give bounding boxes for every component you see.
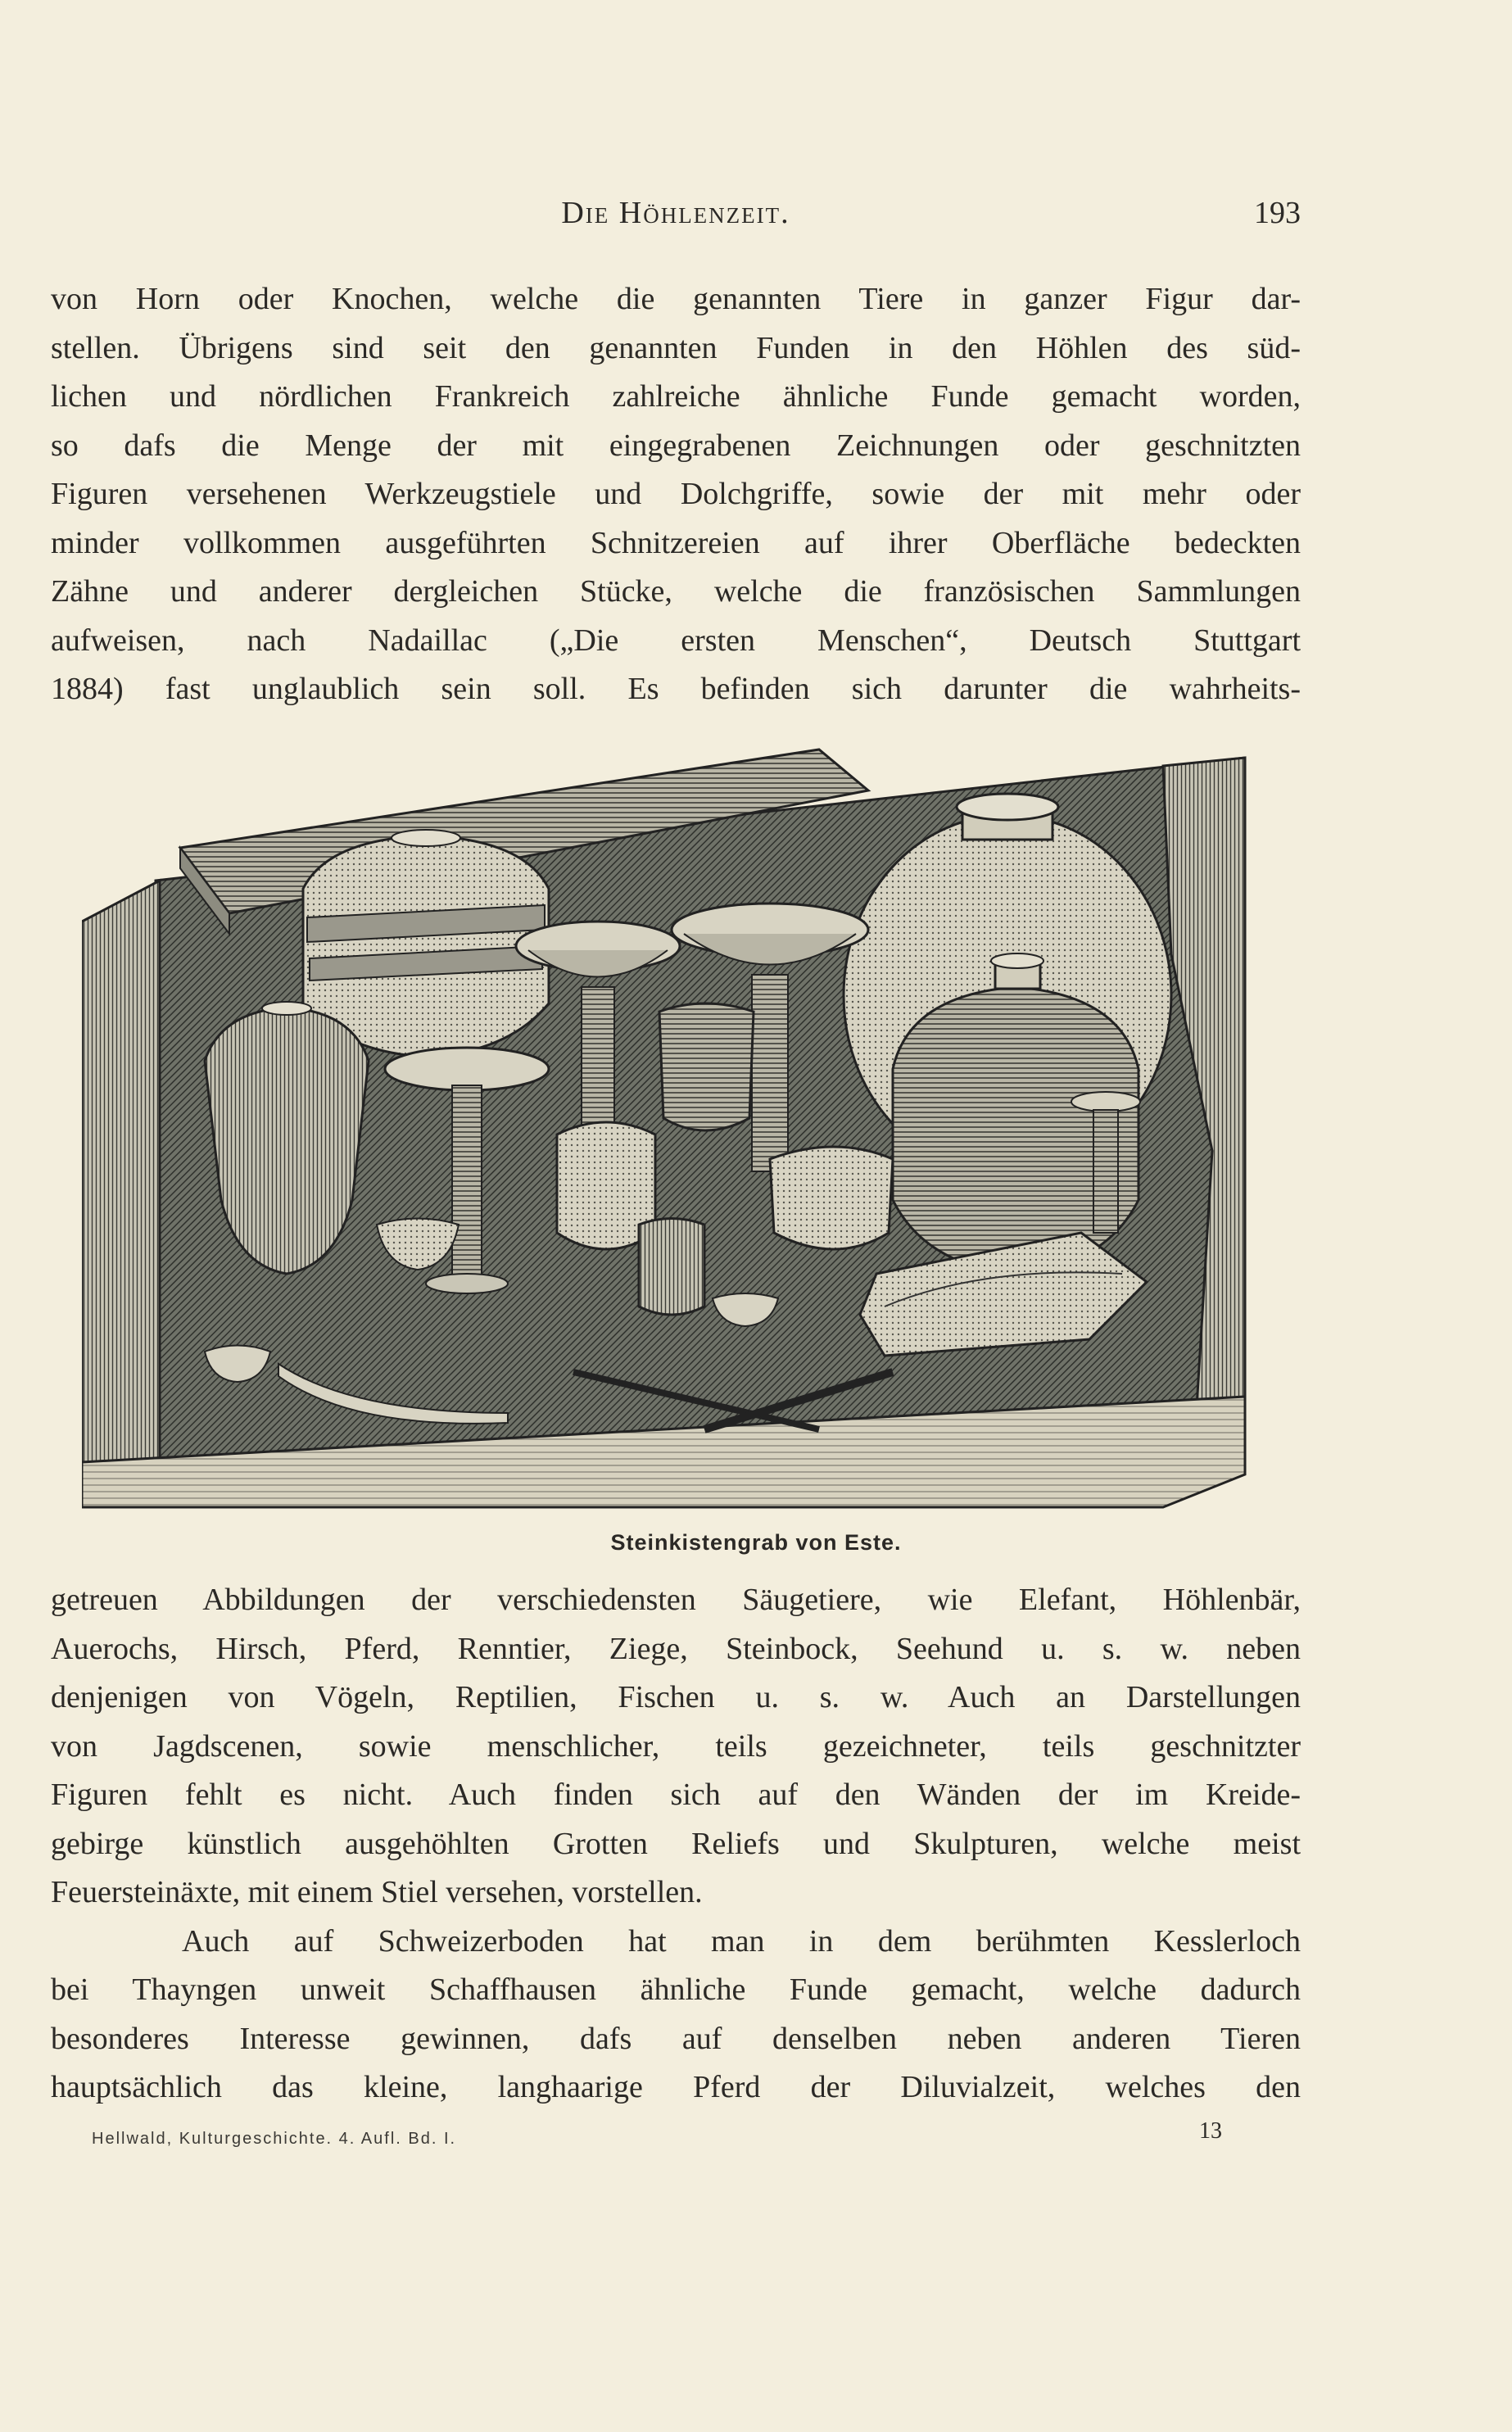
page-header (51, 195, 1301, 244)
text-line: stellen. Übrigens sind seit den genannten Funden in den Höhlen des süd- (51, 330, 1301, 365)
text-line: Feuersteinäxte, mit einem Stiel versehen, vorstellen. (51, 1875, 703, 1909)
text-line: Zähne und anderer dergleichen Stücke, welche die französischen Sammlungen (51, 574, 1301, 609)
text-line: Auch auf Schweizerboden hat man in dem berühmten Kesslerloch (182, 1923, 1301, 1959)
signature-mark: 13 (1199, 2118, 1222, 2144)
text-line: gebirge künstlich ausgehöhlten Grotten Reliefs und Skulpturen, welche meist (51, 1826, 1301, 1861)
text-line: lichen und nördlichen Frankreich zahlreiche ähnliche Funde gemacht worden, (51, 379, 1301, 414)
text-line: aufweisen, nach Nadaillac („Die ersten Menschen“, Deutsch Stuttgart (51, 623, 1301, 658)
small-pot (659, 1003, 754, 1130)
text-line: besonderes Interesse gewinnen, dafs auf denselben neben anderen Tieren (51, 2021, 1301, 2056)
text-line: Auerochs, Hirsch, Pferd, Renntier, Ziege, Steinbock, Seehund u. s. w. neben (51, 1631, 1301, 1666)
text-line: von Jagdscenen, sowie menschlicher, teils gezeichneter, teils geschnitzter (51, 1728, 1301, 1764)
text-line: hauptsächlich das kleine, langhaarige Pferd der Diluvialzeit, welches den (51, 2070, 1301, 2104)
text-line: denjenigen von Vögeln, Reptilien, Fischen u. s. w. Auch an Darstellungen (51, 1680, 1301, 1714)
page-footer (92, 2118, 1222, 2159)
text-line: minder vollkommen ausgeführten Schnitzereien auf ihrer Oberfläche bedeckten (51, 525, 1301, 560)
printer-signature: Hellwald, Kulturgeschichte. 4. Aufl. Bd. I. (92, 2130, 457, 2148)
figure-caption: Steinkistengrab von Este. (610, 1530, 902, 1555)
text-line: bei Thayngen unweit Schaffhausen ähnliche Funde gemacht, welche dadurch (51, 1972, 1301, 2007)
text-line: Figuren versehenen Werkzeugstiele und Dolchgriffe, sowie der mit mehr oder (51, 477, 1301, 511)
paragraph-top (51, 275, 1301, 714)
text-line: so dafs die Menge der mit eingegrabenen Zeichnungen oder geschnitzten (51, 428, 1301, 463)
running-title: Die Höhlenzeit. (561, 196, 790, 230)
left-slab (82, 881, 160, 1474)
text-line: getreuen Abbildungen der verschiedensten Säugetiere, wie Elefant, Höhlenbär, (51, 1583, 1301, 1617)
text-line: 1884) fast unglaublich sein soll. Es befinden sich darunter die wahrheits- (51, 672, 1301, 706)
small-pot (639, 1219, 704, 1316)
tomb-illustration (82, 741, 1261, 1511)
paragraph-bottom (51, 1576, 1301, 2113)
text-line: von Horn oder Knochen, welche die genannten Tiere in ganzer Figur dar- (51, 282, 1301, 316)
small-pot (770, 1147, 893, 1249)
page-number: 193 (1254, 196, 1301, 230)
text-line: Figuren fehlt es nicht. Auch finden sich auf den Wänden der im Kreide- (51, 1778, 1301, 1812)
